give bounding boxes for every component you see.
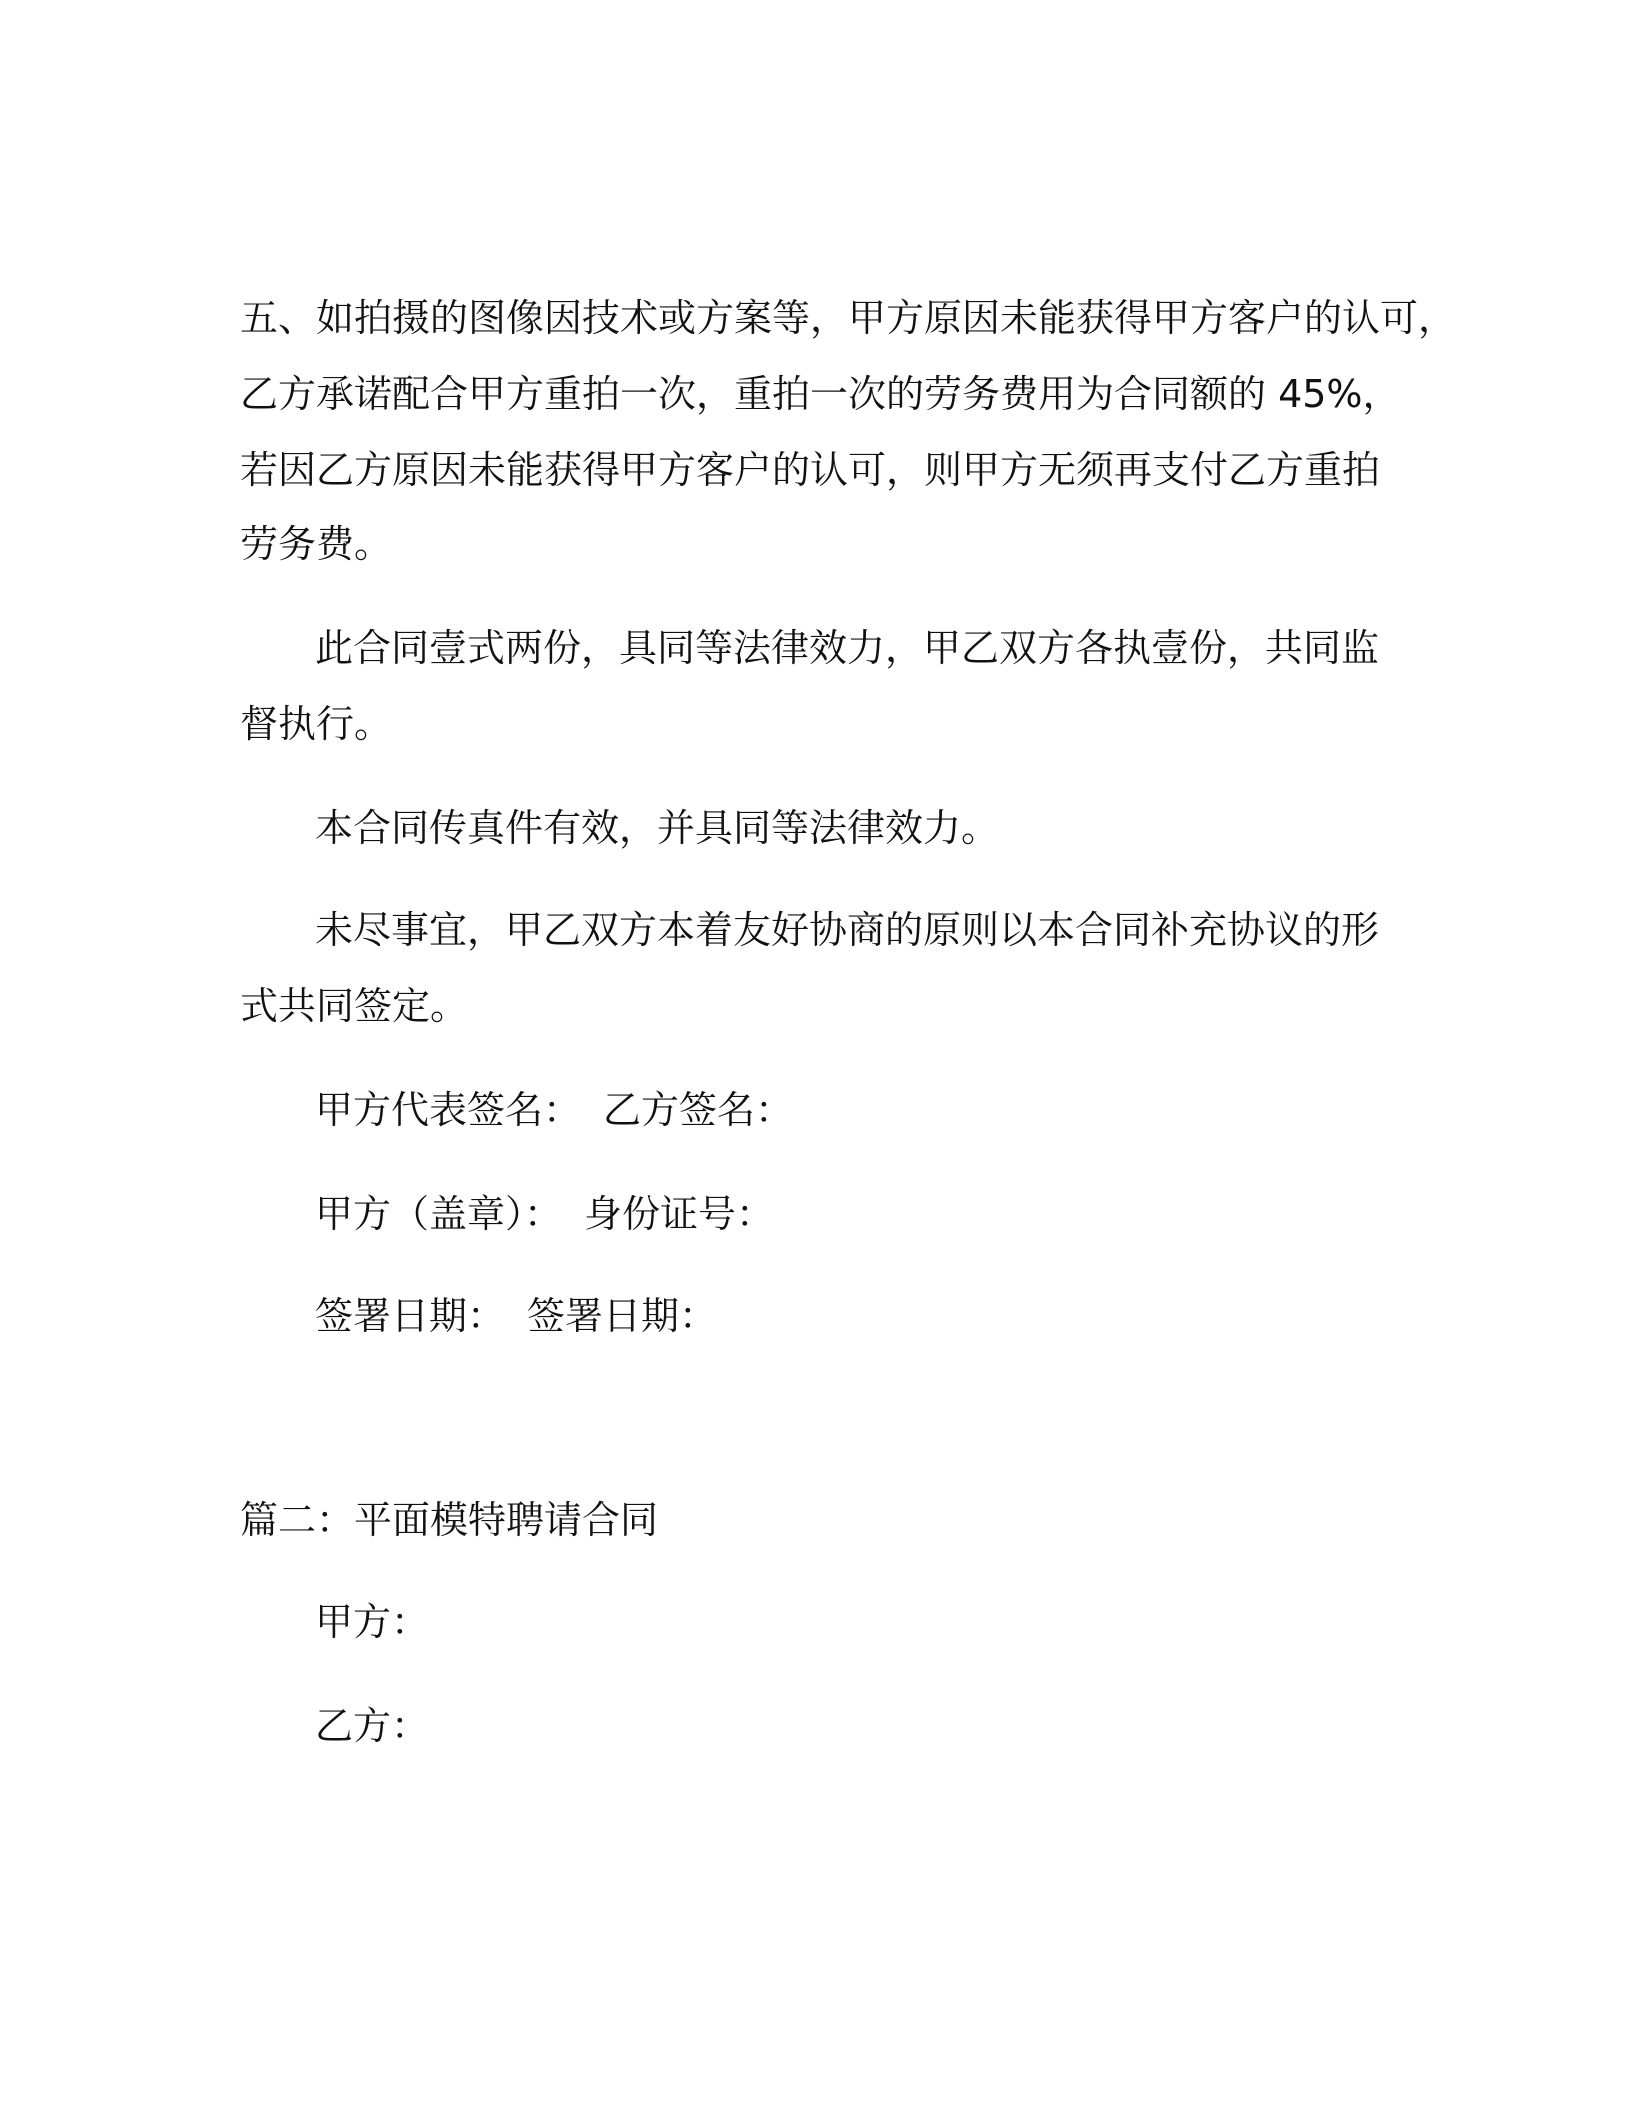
supplement-clause-line-1: 未尽事宜，甲乙双方本着友好协商的原则以本合同补充协议的形 [315, 908, 1380, 952]
signature-row-3 [315, 1292, 717, 1340]
supplement-clause-line-2: 式共同签定。 [240, 984, 469, 1028]
signature-row-1 [315, 1086, 793, 1134]
id-number-label: 身份证号： [584, 1192, 775, 1236]
section-two-title: 篇二：平面模特聘请合同 [240, 1498, 659, 1542]
party-b-sign-label: 乙方签名： [603, 1088, 794, 1132]
copies-clause-line-1: 此合同壹式两份，具同等法律效力，甲乙双方各执壹份，共同监 [315, 626, 1380, 670]
sign-date-a-label: 签署日期： [315, 1294, 506, 1338]
clause-five-line-2: 乙方承诺配合甲方重拍一次，重拍一次的劳务费用为合同额的 45%， [240, 372, 1401, 416]
copies-clause-line-2: 督执行。 [240, 702, 393, 746]
fax-clause: 本合同传真件有效，并具同等法律效力。 [315, 806, 1000, 850]
section-two-party-b: 乙方： [315, 1704, 430, 1748]
clause-five-line-4: 劳务费。 [240, 522, 393, 566]
clause-five-line-3: 若因乙方原因未能获得甲方客户的认可，则甲方无须再支付乙方重拍 [240, 448, 1381, 492]
party-a-rep-label: 甲方代表签名： [315, 1088, 582, 1132]
clause-five-line-1: 五、如拍摄的图像因技术或方案等，甲方原因未能获得甲方客户的认可， [240, 296, 1457, 340]
section-two-party-a: 甲方： [315, 1600, 430, 1644]
party-a-seal-label: 甲方（盖章）： [315, 1192, 563, 1236]
signature-row-2 [315, 1190, 774, 1238]
sign-date-b-label: 签署日期： [527, 1294, 718, 1338]
